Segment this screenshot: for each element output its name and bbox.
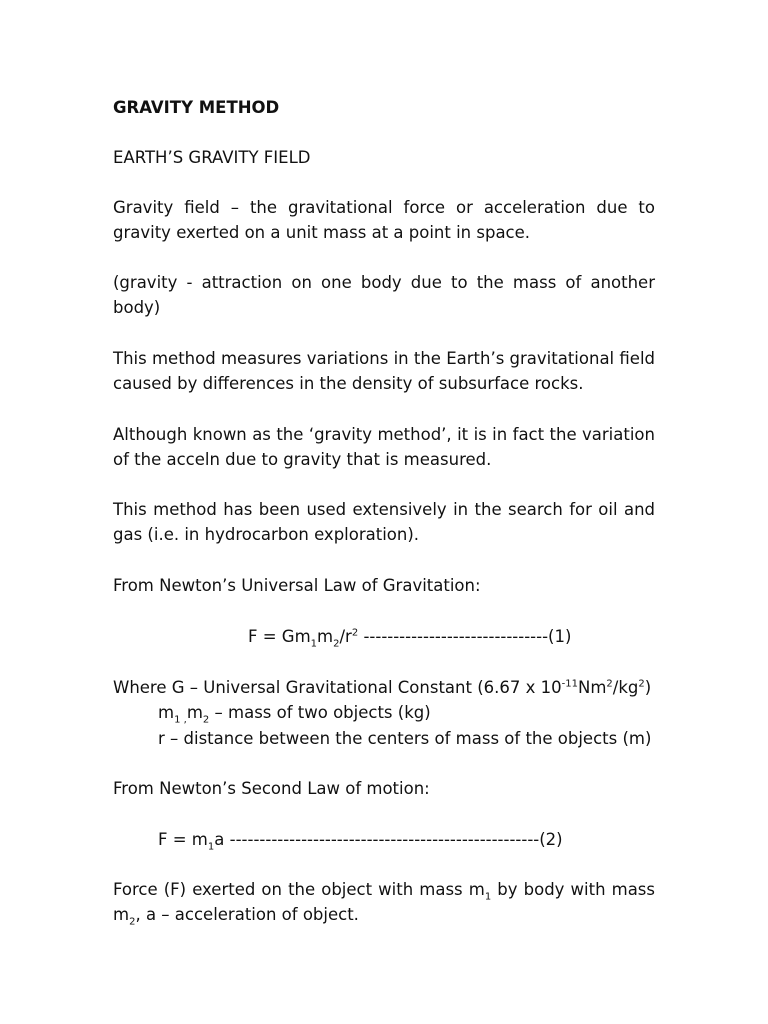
eq2-sub1: 1 (207, 841, 215, 853)
force-line1-tail: by body with mass (491, 880, 655, 899)
paragraph-line: of the acceln due to gravity that is measured. (113, 450, 492, 469)
newton-second-intro: From Newton’s Second Law of motion: (113, 779, 430, 798)
where-g-unit2: /kg (612, 678, 639, 697)
paragraph-line: Although known as the ‘gravity method’, it is in fact the variation (113, 425, 655, 444)
paragraph-known-as (113, 422, 655, 472)
equation-2 (158, 827, 563, 852)
paragraph-line: (gravity - attraction on one body due to the mass of another (113, 273, 655, 292)
m-line-m1: m (158, 703, 175, 722)
paragraph-used-extensively (113, 497, 655, 547)
eq2-a: a (214, 830, 225, 849)
m-line-sep: , (180, 714, 187, 726)
newton-universal-intro: From Newton’s Universal Law of Gravitation: (113, 576, 481, 595)
document-title: GRAVITY METHOD (113, 98, 280, 117)
paragraph-force (113, 877, 655, 927)
eq1-sub2: 2 (333, 638, 340, 650)
equation-1 (248, 624, 571, 649)
paragraph-line: body) (113, 298, 161, 317)
paragraph-attraction (113, 270, 655, 320)
force-line2-tail: , a – acceleration of object. (135, 905, 359, 924)
eq1-lhs: F = Gm (248, 627, 311, 646)
mass-definition-line (158, 700, 431, 725)
m-line-s1: 1 (174, 714, 181, 726)
paragraph-line: caused by differences in the density of subsurface rocks. (113, 374, 584, 393)
eq1-over-r: /r (339, 627, 352, 646)
eq1-sup2: 2 (351, 627, 359, 639)
force-line2-sub: 2 (129, 916, 136, 928)
where-g-exp2: 2 (606, 678, 613, 690)
where-g-exp3: 2 (638, 678, 645, 690)
force-line-2 (113, 902, 655, 927)
force-line-1 (113, 880, 655, 903)
eq1-number: -------------------------------(1) (358, 627, 572, 646)
where-g-text: Where G – Universal Gravitational Constant (6.67 x 10 (113, 678, 562, 697)
paragraph-measures (113, 346, 655, 396)
paragraph-line: Gravity field – the gravitational force or acceleration due to (113, 198, 655, 217)
m-line-s2: 2 (202, 714, 210, 726)
paragraph-gravity-field (113, 195, 655, 245)
m-line-m2: m (186, 703, 203, 722)
section-heading: EARTH’S GRAVITY FIELD (113, 148, 311, 167)
eq2-lhs: F = m (158, 830, 208, 849)
where-g-exp: -11 (561, 678, 578, 690)
eq1-sub1: 1 (310, 638, 318, 650)
distance-definition-line: r – distance between the centers of mass of the objects (m) (158, 729, 652, 748)
eq2-number: ----------------------------------------------------(2) (224, 830, 563, 849)
force-line1-sub: 1 (484, 891, 492, 903)
paragraph-line: This method has been used extensively in the search for oil and (113, 500, 655, 519)
where-g-line (113, 675, 651, 700)
paragraph-line: This method measures variations in the Earth’s gravitational field (113, 349, 655, 368)
where-g-close: ) (644, 678, 652, 697)
eq1-m2: m (317, 627, 334, 646)
force-line2-m: m (113, 905, 130, 924)
paragraph-line: gas (i.e. in hydrocarbon exploration). (113, 525, 420, 544)
force-line1-text: Force (F) exerted on the object with mass m (113, 880, 485, 899)
paragraph-line: gravity exerted on a unit mass at a point in space. (113, 223, 531, 242)
m-line-text: – mass of two objects (kg) (209, 703, 431, 722)
where-g-unit1: Nm (577, 678, 607, 697)
